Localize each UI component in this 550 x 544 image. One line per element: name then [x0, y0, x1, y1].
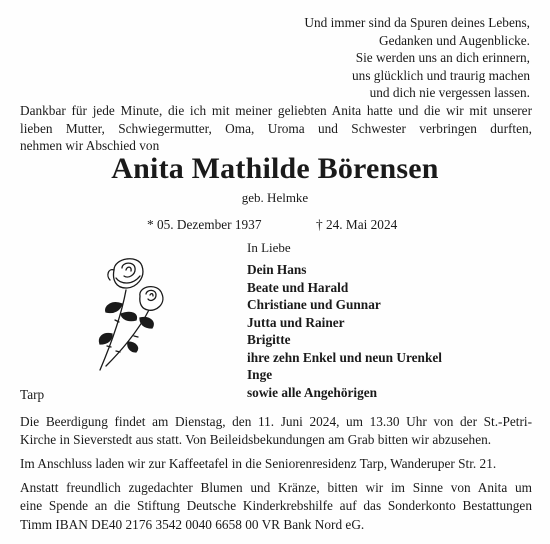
birth-name: geb. Helmke	[241, 190, 309, 205]
funeral-line: Kirche in Sieverstedt aus statt. Von Beileidsbekundungen am Grab bitten wir abzusehen.	[20, 432, 492, 448]
deceased-name: Anita Mathilde Börensen	[111, 152, 439, 185]
mourner-name: Jutta und Rainer	[247, 314, 345, 330]
birth-date: * 05. Dezember 1937	[147, 217, 262, 232]
mourners-heading: In Liebe	[247, 240, 291, 255]
funeral-info	[20, 413, 532, 450]
intro-text	[20, 102, 532, 155]
intro-line: Dankbar für jede Minute, die ich mit meiner geliebten Anita hatte und die wir mit unserer	[20, 103, 532, 118]
death-date: † 24. Mai 2024	[316, 217, 398, 232]
coffee-line: Im Anschluss laden wir zur Kaffeetafel in die Seniorenresidenz Tarp, Wanderuper Str. 21.	[20, 456, 497, 471]
mourners-list	[247, 261, 442, 401]
poem	[304, 14, 530, 102]
donation-line: Anstatt freundlich zugedachter Blumen und Kränze, bitten wir im Sinne von Anita um	[20, 480, 532, 495]
poem-line: Sie werden uns an dich erinnern,	[355, 50, 530, 66]
donation-info	[20, 479, 532, 534]
rose-icon	[92, 252, 170, 374]
mourner-name: ihre zehn Enkel und neun Urenkel	[247, 349, 442, 365]
mourner-name: Dein Hans	[247, 262, 307, 277]
mourner-name: Christiane und Gunnar	[247, 297, 381, 312]
poem-line: und dich nie vergessen lassen.	[369, 85, 530, 101]
funeral-line: Die Beerdigung findet am Dienstag, den 11. Juni 2024, um 13.30 Uhr von der St.-Petri-	[20, 414, 532, 429]
poem-line: Gedanken und Augenblicke.	[378, 32, 530, 48]
intro-line: nehmen wir Abschied von	[20, 138, 160, 154]
place-name: Tarp	[20, 387, 45, 402]
poem-line: Und immer sind da Spuren deines Lebens,	[304, 15, 530, 30]
intro-line: lieben Mutter, Schwiegermutter, Oma, Uroma und Schwester verbringen durften,	[20, 120, 532, 136]
mourner-name: Beate und Harald	[247, 279, 349, 295]
coffee-info	[20, 455, 532, 473]
donation-line: Timm IBAN DE40 2176 3542 0040 6658 00 VR Bank Nord eG.	[20, 516, 365, 532]
poem-line: uns glücklich und traurig machen	[352, 67, 530, 83]
donation-line: eine Spende an die Stiftung Deutsche Kinderkrebshilfe auf das Sonderkonto Bestattungen	[20, 498, 532, 514]
mourner-name: Inge	[247, 367, 273, 382]
mourner-name: sowie alle Angehörigen	[247, 384, 378, 400]
mourner-name: Brigitte	[247, 332, 291, 347]
